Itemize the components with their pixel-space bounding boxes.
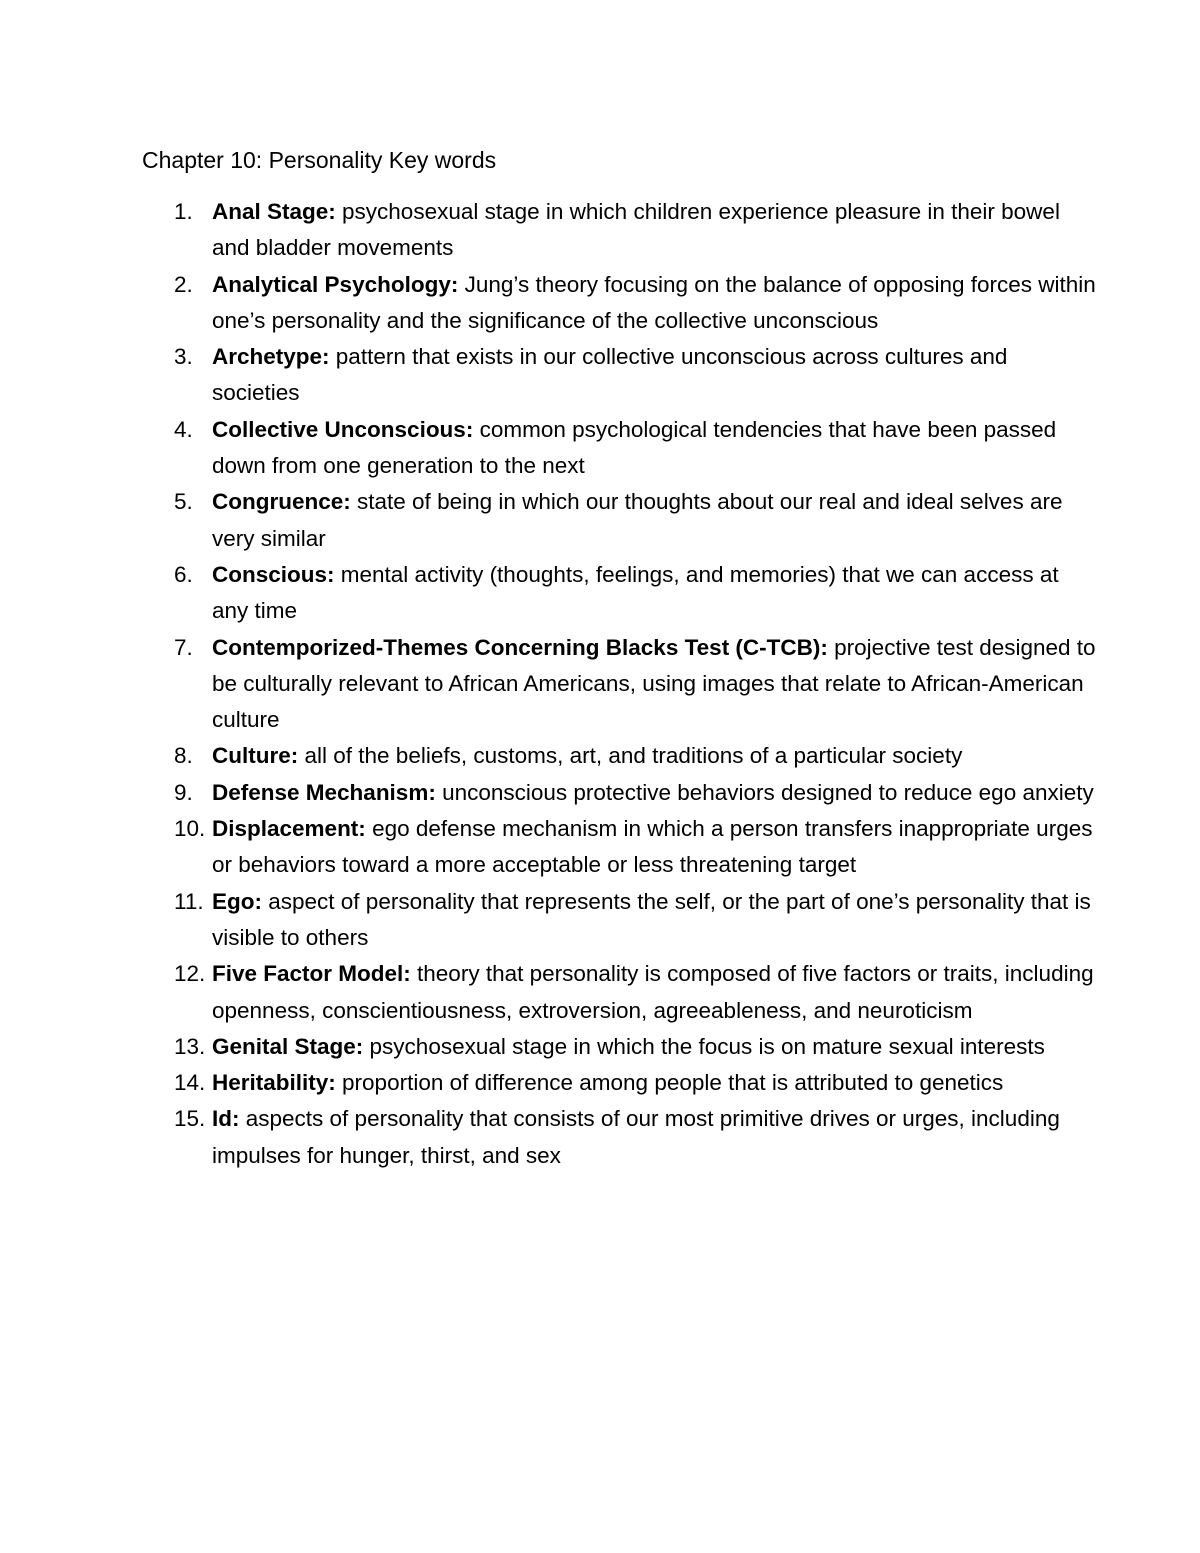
- term-definition: all of the beliefs, customs, art, and traditions of a particular society: [298, 743, 963, 769]
- list-item: [0, 267, 1200, 340]
- term-definition: pattern that exists in our collective unconscious across cultures and societies: [212, 344, 1008, 406]
- list-item-number: 7.: [174, 634, 193, 660]
- list-item-number: 14.: [174, 1070, 206, 1096]
- term-definition: mental activity (thoughts, feelings, and memories) that we can access at any time: [212, 561, 1059, 624]
- list-item: [0, 775, 1200, 811]
- term-name: Id:: [212, 1106, 240, 1132]
- term-name: Displacement:: [212, 816, 366, 842]
- term-name: Contemporized-Themes Concerning Blacks Test (C-TCB):: [212, 634, 828, 660]
- list-item-number: 6.: [174, 561, 193, 587]
- term-name: Anal Stage:: [212, 199, 336, 224]
- list-item: [0, 339, 1200, 412]
- list-item-number: 8.: [174, 743, 193, 769]
- term-definition: aspects of personality that consists of our most primitive drives or urges, including impulses for hunger, thirst, and sex: [212, 1106, 1060, 1168]
- term-definition: common psychological tendencies that have been passed down from one generation to the next: [212, 416, 1057, 479]
- term-name: Ego:: [212, 888, 262, 914]
- key-terms-list: [0, 194, 1200, 1174]
- list-item: [0, 1101, 1200, 1174]
- term-name: Analytical Psychology:: [212, 271, 459, 297]
- list-item-number: 4.: [174, 416, 193, 442]
- term-definition: ego defense mechanism in which a person transfers inappropriate urges or behaviors toward a more acceptable or less threatening target: [212, 816, 1093, 878]
- document-title: Chapter 10: Personality Key words: [142, 147, 497, 173]
- list-item: [0, 630, 1200, 739]
- term-name: Defense Mechanism:: [212, 779, 436, 805]
- list-item: [0, 1065, 1200, 1101]
- term-definition: psychosexual stage in which children experience pleasure in their bowel and bladder movements: [212, 199, 1060, 261]
- list-item: [0, 956, 1200, 1029]
- list-item-number: 2.: [174, 271, 193, 297]
- list-item: [0, 484, 1200, 557]
- term-definition: Jung’s theory focusing on the balance of opposing forces within one’s personality and the significance of the collective unconscious: [212, 271, 1096, 333]
- term-name: Genital Stage:: [212, 1033, 364, 1059]
- list-item: [0, 412, 1200, 485]
- list-item: [0, 884, 1200, 957]
- term-definition: theory that personality is composed of five factors or traits, including openness, conscientiousness, extroversion, agreeableness, and neuroticism: [212, 961, 1094, 1023]
- list-item-number: 3.: [174, 344, 193, 370]
- term-name: Archetype:: [212, 344, 330, 370]
- term-definition: unconscious protective behaviors designed to reduce ego anxiety: [435, 779, 1094, 805]
- list-item: [0, 1029, 1200, 1065]
- list-item: [0, 811, 1200, 884]
- list-item-number: 9.: [174, 779, 193, 805]
- term-name: Congruence:: [212, 489, 351, 515]
- list-item: [0, 557, 1200, 630]
- term-definition: projective test designed to be culturally relevant to African Americans, using images that relate to African-American culture: [212, 634, 1096, 733]
- list-item: [0, 738, 1200, 774]
- term-name: Collective Unconscious:: [212, 416, 474, 442]
- term-name: Culture:: [212, 743, 299, 769]
- list-item-number: 12.: [174, 961, 206, 987]
- term-definition: psychosexual stage in which the focus is on mature sexual interests: [363, 1033, 1045, 1059]
- list-item-number: 5.: [174, 489, 193, 515]
- term-definition: aspect of personality that represents the self, or the part of one’s personality that is visible to others: [212, 888, 1091, 950]
- term-definition: proportion of difference among people that is attributed to genetics: [335, 1070, 1004, 1096]
- list-item-number: 1.: [174, 199, 193, 224]
- term-name: Five Factor Model:: [212, 961, 411, 987]
- list-item-number: 13.: [174, 1033, 206, 1059]
- term-name: Heritability:: [212, 1070, 336, 1096]
- list-item-number: 15.: [174, 1106, 206, 1132]
- term-definition: state of being in which our thoughts about our real and ideal selves are very similar: [212, 489, 1063, 551]
- list-item: [0, 194, 1200, 267]
- term-name: Conscious:: [212, 561, 335, 587]
- list-item-number: 10.: [174, 816, 206, 842]
- list-item-number: 11.: [174, 888, 204, 914]
